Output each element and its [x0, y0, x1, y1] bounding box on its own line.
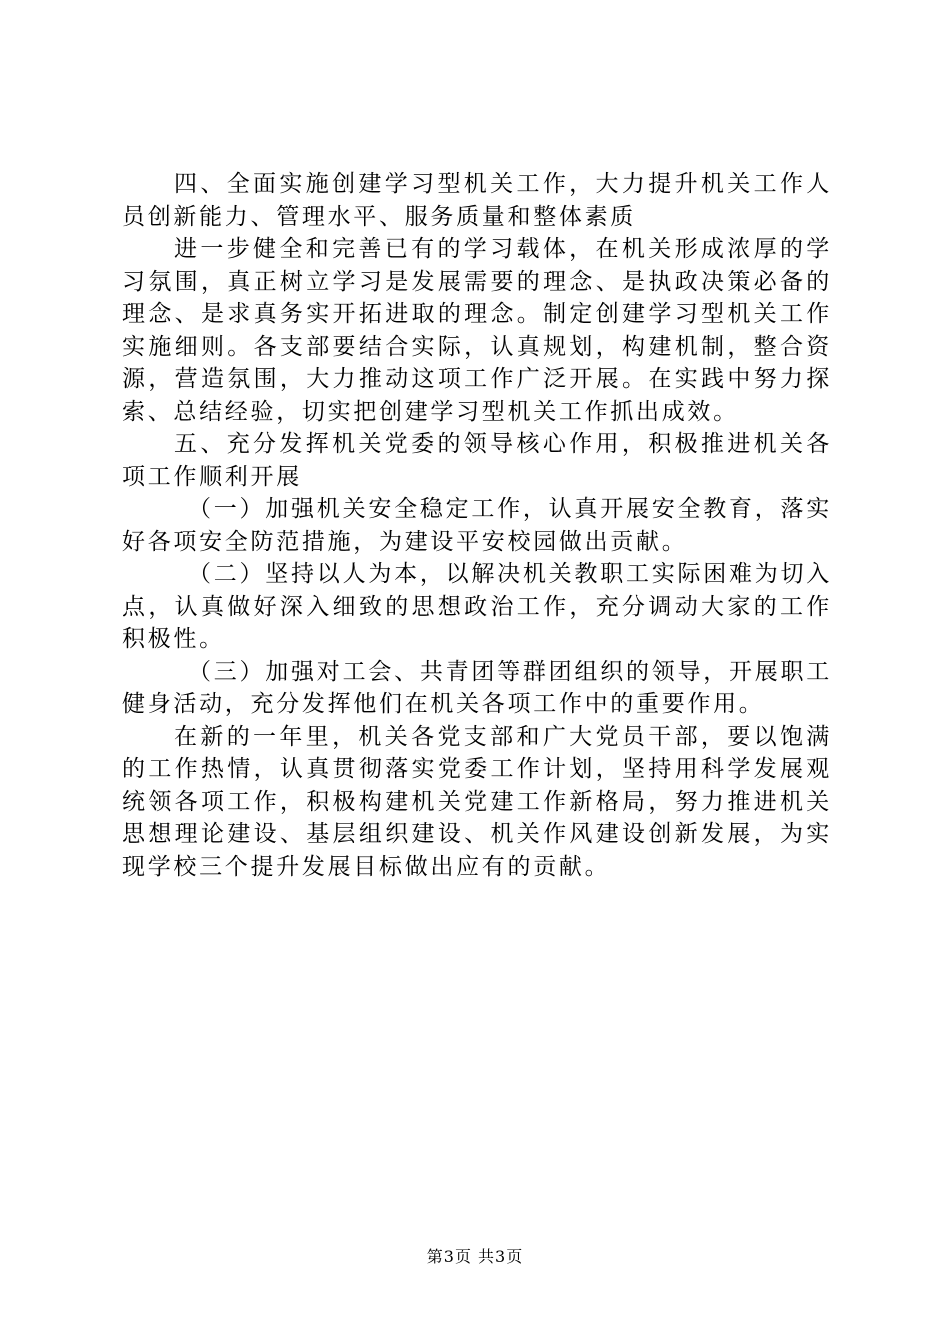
body-paragraph: 进一步健全和完善已有的学习载体，在机关形成浓厚的学习氛围，真正树立学习是发展需要的理念、是执政决策必备的理念、是求真务实开拓进取的理念。制定创建学习型机关工作实施细则。各支部要结合实际，认真规划，构建机制，整合资源，营造氛围，大力推动这项工作广泛开展。在实践中努力探索、总结经验，切实把创建学习型机关工作抓出成效。 — [122, 236, 832, 425]
page-number: 第3页 共3页 — [426, 1247, 524, 1266]
closing-paragraph: 在新的一年里，机关各党支部和广大党员干部，要以饱满的工作热情，认真贯彻落实党委工作计划，坚持用科学发展观统领各项工作，积极构建机关党建工作新格局，努力推进机关思想理论建设、基层组织建设、机关作风建设创新发展，为实现学校三个提升发展目标做出应有的贡献。 — [122, 723, 832, 880]
list-item-3: （三）加强对工会、共青团等群团组织的领导，开展职工健身活动，充分发挥他们在机关各项工作中的重要作用。 — [122, 658, 832, 717]
document-body — [122, 168, 832, 883]
list-item-2: （二）坚持以人为本，以解决机关教职工实际困难为切入点，认真做好深入细致的思想政治工作，充分调动大家的工作积极性。 — [122, 561, 832, 652]
page-footer — [0, 1244, 950, 1267]
section-heading-5: 五、充分发挥机关党委的领导核心作用，积极推进机关各项工作顺利开展 — [122, 431, 832, 490]
list-item-1: （一）加强机关安全稳定工作，认真开展安全教育，落实好各项安全防范措施，为建设平安校园做出贡献。 — [122, 496, 832, 555]
section-heading-4: 四、全面实施创建学习型机关工作，大力提升机关工作人员创新能力、管理水平、服务质量和整体素质 — [122, 171, 832, 230]
